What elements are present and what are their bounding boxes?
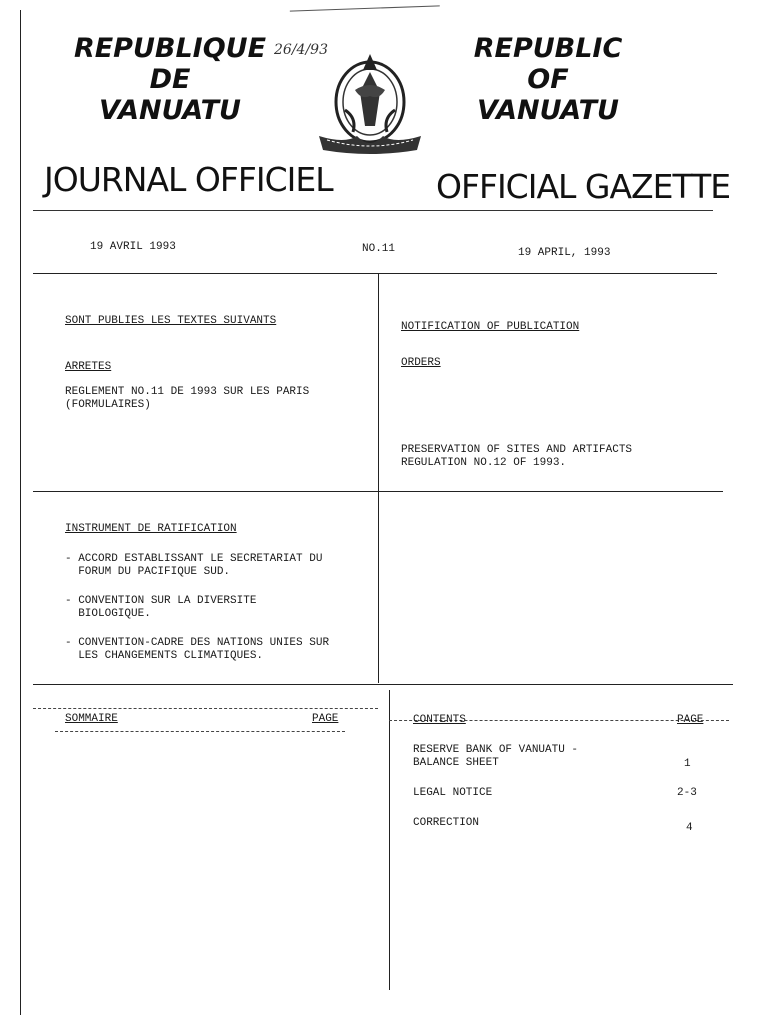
column-divider-lower (389, 690, 390, 990)
masthead-left-line-1: REPUBLIQUE (73, 33, 267, 64)
masthead-right (448, 33, 648, 126)
masthead-left (70, 33, 270, 126)
orders-heading: ORDERS (401, 357, 441, 369)
gazette-title: OFFICIAL GAZETTE (436, 167, 731, 206)
masthead-right-line-2: OF (527, 64, 569, 96)
dateline-rule (33, 273, 717, 274)
section1-rule (33, 491, 723, 492)
ratification-item-3: - CONVENTION-CADRE DES NATIONS UNIES SUR LES CHANGEMENTS CLIMATIQUES. (65, 637, 330, 662)
masthead-left-line-3: VANUATU (99, 95, 241, 127)
ratification-item-2: - CONVENTION SUR LA DIVERSITE BIOLOGIQUE. (65, 595, 257, 620)
reglement-item: REGLEMENT NO.11 DE 1993 SUR LES PARIS (FORMULAIRES) (65, 386, 310, 411)
sommaire-page-heading: PAGE (312, 713, 339, 725)
preservation-item: PRESERVATION OF SITES AND ARTIFACTS REGULATION NO.12 OF 1993. (401, 444, 633, 469)
contents-item-3-page: 4 (686, 822, 693, 834)
section2-rule (33, 684, 733, 685)
journal-title: JOURNAL OFFICIEL (44, 160, 333, 199)
contents-item-1-page: 1 (684, 758, 691, 770)
column-divider (378, 273, 379, 683)
handwritten-scribble (290, 5, 440, 23)
contents-page-heading: PAGE (677, 714, 704, 726)
masthead-right-line-1: REPUBLIC (473, 33, 623, 64)
contents-item-3-title: CORRECTION (413, 817, 480, 829)
page-left-edge (20, 10, 21, 1015)
contents-item-1-title: RESERVE BANK OF VANUATU - BALANCE SHEET (413, 744, 579, 769)
ratification-item-1: - ACCORD ESTABLISSANT LE SECRETARIAT DU FORUM DU PACIFIQUE SUD. (65, 553, 323, 578)
issue-number: NO.11 (362, 243, 396, 255)
notification-heading: NOTIFICATION OF PUBLICATION (401, 321, 580, 333)
published-texts-heading: SONT PUBLIES LES TEXTES SUIVANTS (65, 315, 277, 327)
handwritten-note: 26/4/93 (274, 42, 328, 58)
contents-item-2-title: LEGAL NOTICE (413, 787, 493, 799)
masthead-right-line-3: VANUATU (477, 95, 619, 127)
summary-dashed-rule-left-2 (55, 731, 345, 732)
ratification-heading: INSTRUMENT DE RATIFICATION (65, 523, 237, 535)
masthead-left-line-2: DE (149, 64, 191, 96)
date-english: 19 APRIL, 1993 (518, 247, 611, 259)
sommaire-heading: SOMMAIRE (65, 713, 118, 725)
header-rule (33, 210, 713, 211)
arretes-heading: ARRETES (65, 361, 112, 373)
contents-heading: CONTENTS (413, 714, 466, 726)
date-french: 19 AVRIL 1993 (90, 241, 176, 253)
coat-of-arms-icon (305, 40, 435, 158)
contents-item-2-page: 2-3 (677, 787, 697, 799)
summary-dashed-rule-left (33, 708, 378, 709)
